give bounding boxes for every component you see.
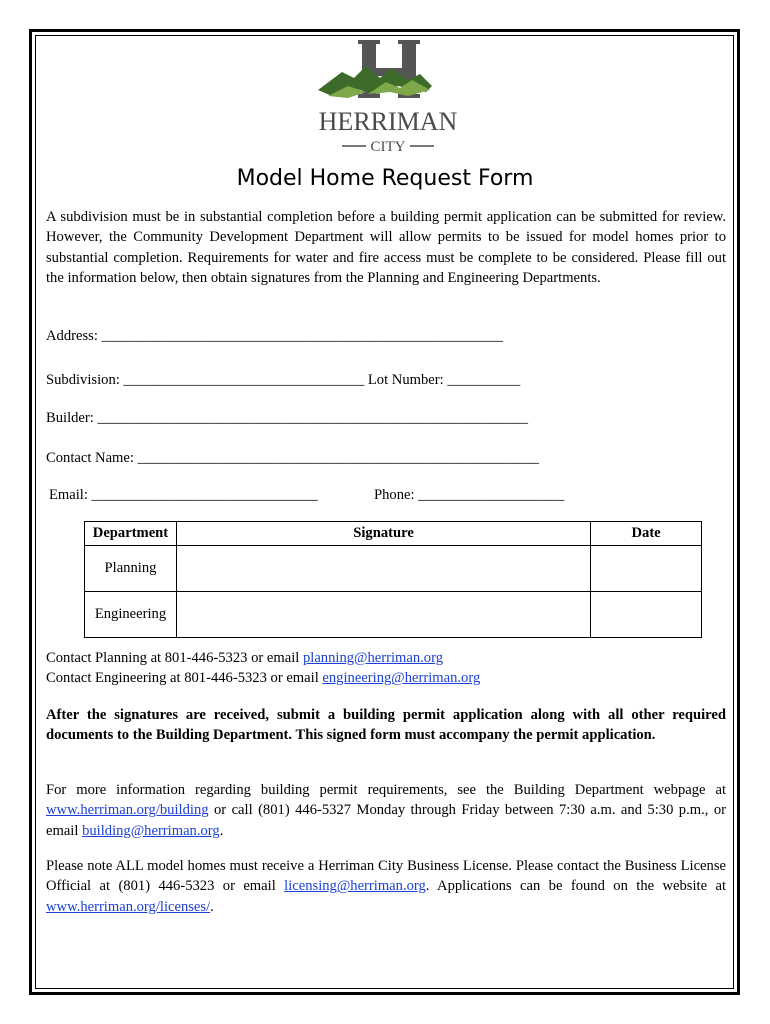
logo-sub: CITY bbox=[370, 139, 406, 155]
info-text-1: For more information regarding building permit requirements, see the Building Department webpage at bbox=[46, 782, 726, 798]
engineering-email-link[interactable]: engineering@herriman.org bbox=[322, 670, 481, 687]
contact-block bbox=[46, 648, 726, 689]
subdivision-lot-field[interactable]: Subdivision: _________________________________ Lot Number: __________ bbox=[46, 372, 521, 388]
form-title: Model Home Request Form bbox=[236, 166, 534, 191]
planning-email-link[interactable]: planning@herriman.org bbox=[302, 650, 443, 666]
licenses-web-link[interactable]: www.herriman.org/licenses/ bbox=[46, 898, 211, 915]
address-field[interactable]: Address: _______________________________________________________ bbox=[46, 328, 503, 344]
licensing-email-link[interactable]: licensing@herriman.org bbox=[284, 878, 426, 895]
signature-engineering[interactable] bbox=[176, 592, 590, 638]
contact-planning-text: Contact Planning at 801-446-5323 or email bbox=[46, 650, 303, 666]
notice-paragraph: After the signatures are received, submit a building permit application along with all other required documents to the Building Department. This signed form must accompany the permit application. bbox=[46, 707, 726, 744]
info-paragraph bbox=[46, 780, 726, 841]
department-engineering: Engineering bbox=[85, 592, 177, 638]
intro-paragraph: A subdivision must be in substantial completion before a building permit application can be submitted for review. However, the Community Development Department will allow permits to be issued for model homes prior to substantial completion. Requirements for water and fire access must be complete to be considered. Please fill out the information below, then obtain signatures from the Planning and Engineering Departments. bbox=[46, 209, 726, 287]
contact-engineering-text: Contact Engineering at 801-446-5323 or email bbox=[46, 670, 323, 687]
header-date: Date bbox=[591, 522, 702, 546]
date-planning[interactable] bbox=[591, 546, 702, 592]
header-department: Department bbox=[85, 522, 177, 546]
herriman-city-logo bbox=[308, 38, 468, 160]
date-engineering[interactable] bbox=[591, 592, 702, 638]
builder-field[interactable]: Builder: ___________________________________________________________ bbox=[46, 410, 528, 426]
building-email-link[interactable]: building@herriman.org bbox=[82, 822, 220, 839]
signature-table bbox=[84, 521, 702, 638]
department-planning: Planning bbox=[85, 546, 177, 592]
header-signature: Signature bbox=[176, 522, 590, 546]
license-text-2: . Applications can be found on the website at bbox=[425, 878, 726, 895]
info-text-3: . bbox=[219, 822, 224, 839]
info-text-2: or call (801) 446-5327 Monday through Friday between 7:30 a.m. and 5:30 p.m., or email bbox=[46, 802, 726, 839]
license-paragraph bbox=[46, 856, 726, 917]
signature-planning[interactable] bbox=[176, 546, 590, 592]
phone-field[interactable]: Phone: ____________________ bbox=[374, 487, 565, 503]
contact-name-field[interactable]: Contact Name: _______________________________________________________ bbox=[46, 450, 539, 466]
license-text-3: . bbox=[210, 898, 214, 915]
table-row bbox=[85, 592, 702, 638]
building-web-link[interactable]: www.herriman.org/building bbox=[46, 802, 209, 819]
license-text-1: Please note ALL model homes must receive a Herriman City Business License. Please contact the Business License Official at (801) 446-5323 or email bbox=[46, 858, 726, 895]
email-field[interactable]: Email: _______________________________ bbox=[49, 487, 318, 503]
table-header-row bbox=[85, 522, 702, 546]
table-row bbox=[85, 546, 702, 592]
logo-name: HERRIMAN bbox=[318, 107, 458, 136]
